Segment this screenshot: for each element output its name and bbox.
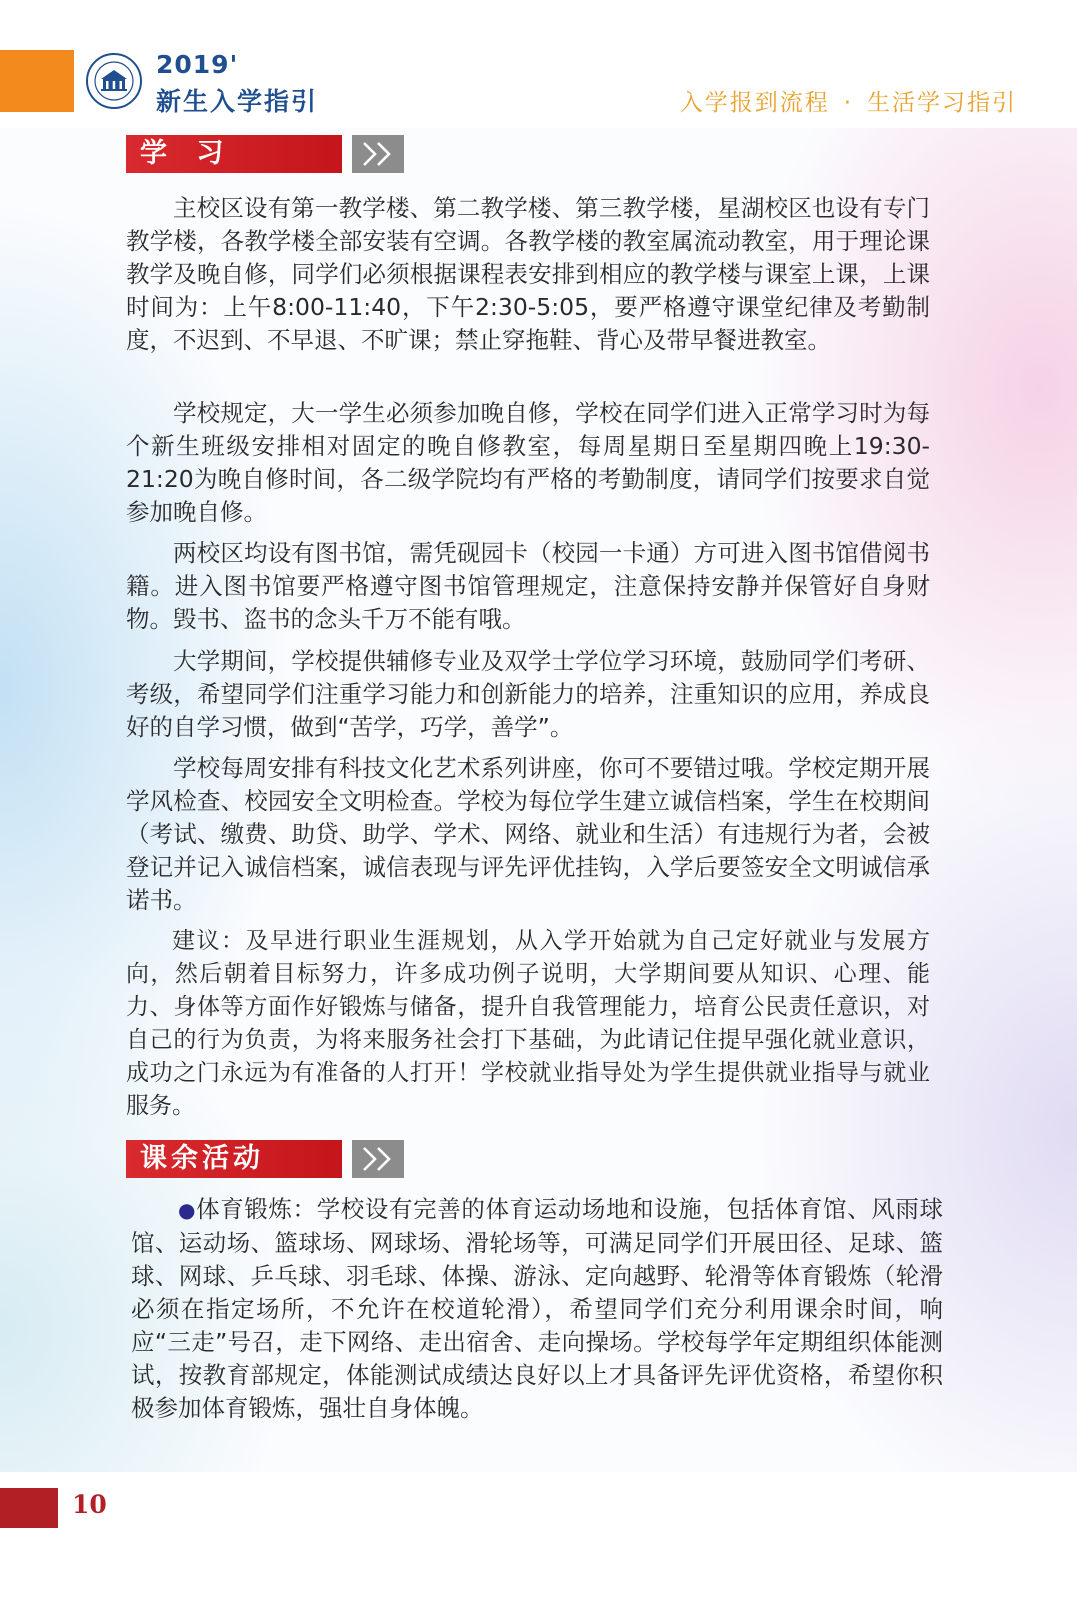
nav-life-study-guide: 生活学习指引 xyxy=(867,90,1017,116)
footer-red-bar xyxy=(0,1488,58,1528)
study-paragraph-lectures-integrity: 学校每周安排有科技文化艺术系列讲座，你可不要错过哦。学校定期开展学风检查、校园安全文明检查。学校为每位学生建立诚信档案，学生在校期间（考试、缴费、助贷、助学、学术、网络、就业和生活）有违规行为者，会被登记并记入诚信档案，诚信表现与评先评优挂钩，入学后要签安全文明诚信承诺书。 xyxy=(126,754,930,914)
header-nav xyxy=(680,84,1017,117)
orange-accent-block xyxy=(0,50,74,112)
activities-sports-paragraph xyxy=(131,1193,943,1425)
study-paragraph-evening-study: 学校规定，大一学生必须参加晚自修，学校在同学们进入正常学习时为每个新生班级安排相对固定的晚自修教室，每周星期日至星期四晚上19:30-21:20为晚自修时间，各二级学院均有严格的考勤制度，请同学们按要求自觉参加晚自修。 xyxy=(126,399,930,526)
study-paragraph-classrooms: 主校区设有第一教学楼、第二教学楼、第三教学楼，星湖校区也设有专门教学楼，各教学楼全部安装有空调。各教学楼的教室属流动教室，用于理论课教学及晚自修，同学们必须根据课程表安排到相应的教学楼与课室上课，上课时间为：上午8:00-11:40，下午2:30-5:05，要严格遵守课堂纪律及考勤制度，不迟到、不早退、不旷课；禁止穿拖鞋、背心及带早餐进教室。 xyxy=(126,194,930,354)
page-number: 10 xyxy=(72,1490,107,1519)
header-year: 2019' xyxy=(156,50,239,79)
study-heading-label: 学 习 xyxy=(126,135,342,173)
page-footer xyxy=(0,1472,1077,1600)
study-paragraph-library: 两校区均设有图书馆，需凭砚园卡（校园一卡通）方可进入图书馆借阅书籍。进入图书馆要严格遵守图书馆管理规定，注意保持安静并保管好自身财物。毁书、盗书的念头千万不能有哦。 xyxy=(126,539,930,633)
study-advice: 建议：及早进行职业生涯规划，从入学开始就为自己定好就业与发展方向，然后朝着目标努力，许多成功例子说明，大学期间要从知识、心理、能力、身体等方面作好锻炼与储备，提升自我管理能力，培育公民责任意识，对自己的行为负责，为将来服务社会打下基础，为此请记住提早强化就业意识，成功之门永远为有准备的人打开！学校就业指导处为学生提供就业指导与就业服务。 xyxy=(126,928,930,1119)
double-chevron-right-icon xyxy=(352,135,404,173)
activities-heading-label: 课余活动 xyxy=(126,1140,342,1178)
bullet-icon: ● xyxy=(178,1198,197,1222)
page-header xyxy=(0,0,1077,128)
nav-registration-process: 入学报到流程 xyxy=(679,90,830,116)
sports-text: 体育锻炼：学校设有完善的体育运动场地和设施，包括体育馆、风雨球馆、运动场、篮球场、网球场、滑轮场等，可满足同学们开展田径、足球、篮球、网球、乒乓球、羽毛球、体操、游泳、定向越野、轮滑等体育锻炼（轮滑必须在指定场所，不允许在校道轮滑），希望同学们充分利用课余时间，响应“三走”号召，走下网络、走出宿舍、走向操场。学校每学年定期组织体能测试，按教育部规定，体能测试成绩达良好以上才具备评先评优资格，希望你积极参加体育锻炼，强壮自身体魄。 xyxy=(131,1195,944,1422)
university-seal-icon xyxy=(85,52,143,110)
study-paragraph-minor-degree: 大学期间，学校提供辅修专业及双学士学位学习环境，鼓励同学们考研、考级，希望同学们注重学习能力和创新能力的培养，注重知识的应用，养成良好的自学习惯，做到“苦学，巧学，善学”。 xyxy=(126,647,930,741)
double-chevron-right-icon xyxy=(352,1140,404,1178)
nav-separator: · xyxy=(843,90,853,116)
header-title: 新生入学指引 xyxy=(156,87,319,116)
